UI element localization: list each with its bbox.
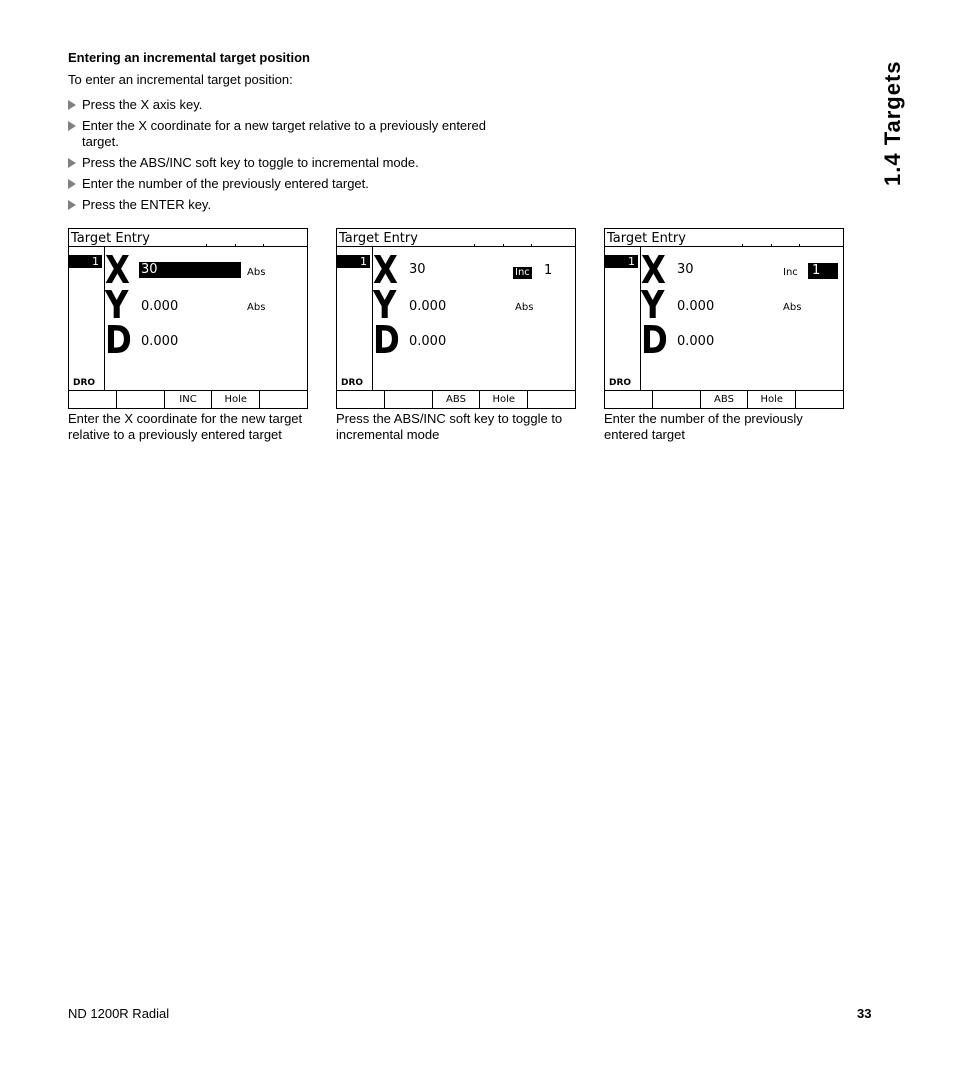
arrow-right-icon [68,158,76,168]
tick-mark [799,244,800,247]
axis-x-label[interactable]: X [373,248,398,292]
softkey-5[interactable] [527,391,575,408]
softkey-abs[interactable]: ABS [432,391,480,408]
step-item [68,197,508,213]
inc-target-field[interactable]: 1 [544,263,553,278]
step-item [68,155,508,171]
axis-d-label[interactable]: D [105,318,132,362]
y-mode-label: Abs [247,302,266,313]
screen-title: Target Entry [607,231,686,246]
footer-page-number: 33 [857,1006,872,1021]
chapter-side-title: 1.4 Targets [880,60,905,186]
step-list [68,97,508,218]
softkey-1[interactable] [337,391,384,408]
target-number-badge: 1 [337,255,370,268]
d-value-field[interactable]: 0.000 [677,334,715,349]
screen-caption-3: Enter the number of the previously entered target [604,411,803,442]
dro-screen-3 [604,228,844,409]
x-mode-label: Abs [247,267,266,278]
section-heading: Entering an incremental target position [68,50,310,65]
x-mode-label: Inc [515,267,530,278]
tick-mark [531,244,532,247]
softkey-abs[interactable]: ABS [700,391,748,408]
dro-label: DRO [341,378,364,388]
softkey-inc[interactable]: INC [164,391,212,408]
screen-caption-2: Press the ABS/INC soft key to toggle to incremental mode [336,411,563,442]
step-item [68,118,508,150]
step-item [68,176,508,192]
screen-title: Target Entry [339,231,418,246]
tick-mark [206,244,207,247]
arrow-right-icon [68,200,76,210]
arrow-right-icon [68,121,76,131]
softkey-2[interactable] [384,391,432,408]
d-value-field[interactable]: 0.000 [141,334,179,349]
dro-label: DRO [73,378,96,388]
y-mode-label: Abs [783,302,802,313]
tick-mark [771,244,772,247]
y-value-field[interactable]: 0.000 [141,299,179,314]
x-value-field[interactable]: 30 [677,262,694,277]
x-value-field[interactable]: 30 [409,262,426,277]
axis-d-label[interactable]: D [373,318,400,362]
tick-mark [263,244,264,247]
dro-screen-2 [336,228,576,409]
inc-target-field[interactable]: 1 [808,263,838,279]
softkey-1[interactable] [69,391,116,408]
x-value-field[interactable]: 30 [139,262,241,278]
axis-y-label[interactable]: Y [105,283,129,327]
tick-mark [742,244,743,247]
tick-mark [503,244,504,247]
softkey-bar [605,390,843,408]
step-text: Enter the X coordinate for a new target relative to a previously entered target. [82,118,486,149]
axis-d-label[interactable]: D [641,318,668,362]
softkey-hole[interactable]: Hole [211,391,259,408]
step-text: Press the ENTER key. [82,197,212,212]
dro-label: DRO [609,378,632,388]
arrow-right-icon [68,179,76,189]
axis-y-label[interactable]: Y [641,283,665,327]
axis-x-label[interactable]: X [105,248,130,292]
softkey-bar [69,390,307,408]
softkey-5[interactable] [795,391,843,408]
step-text: Press the ABS/INC soft key to toggle to incremental mode. [82,155,419,170]
arrow-right-icon [68,100,76,110]
softkey-hole[interactable]: Hole [747,391,795,408]
step-item [68,97,508,113]
step-text: Enter the number of the previously entered target. [82,176,369,191]
tick-mark [235,244,236,247]
screen-caption-1: Enter the X coordinate for the new target relative to a previously entered target [68,411,303,442]
softkey-1[interactable] [605,391,652,408]
softkey-5[interactable] [259,391,307,408]
axis-y-label[interactable]: Y [373,283,397,327]
axis-x-label[interactable]: X [641,248,666,292]
step-text: Press the X axis key. [82,97,203,112]
softkey-bar [337,390,575,408]
softkey-2[interactable] [652,391,700,408]
screen-title: Target Entry [71,231,150,246]
y-mode-label: Abs [515,302,534,313]
softkey-hole[interactable]: Hole [479,391,527,408]
target-number-badge: 1 [605,255,638,268]
softkey-2[interactable] [116,391,164,408]
tick-mark [474,244,475,247]
x-mode-label: Inc [783,267,798,278]
d-value-field[interactable]: 0.000 [409,334,447,349]
target-number-badge: 1 [69,255,102,268]
intro-text: To enter an incremental target position: [68,72,293,87]
y-value-field[interactable]: 0.000 [409,299,447,314]
dro-screen-1 [68,228,308,409]
y-value-field[interactable]: 0.000 [677,299,715,314]
footer-manual-name: ND 1200R Radial [68,1006,170,1021]
